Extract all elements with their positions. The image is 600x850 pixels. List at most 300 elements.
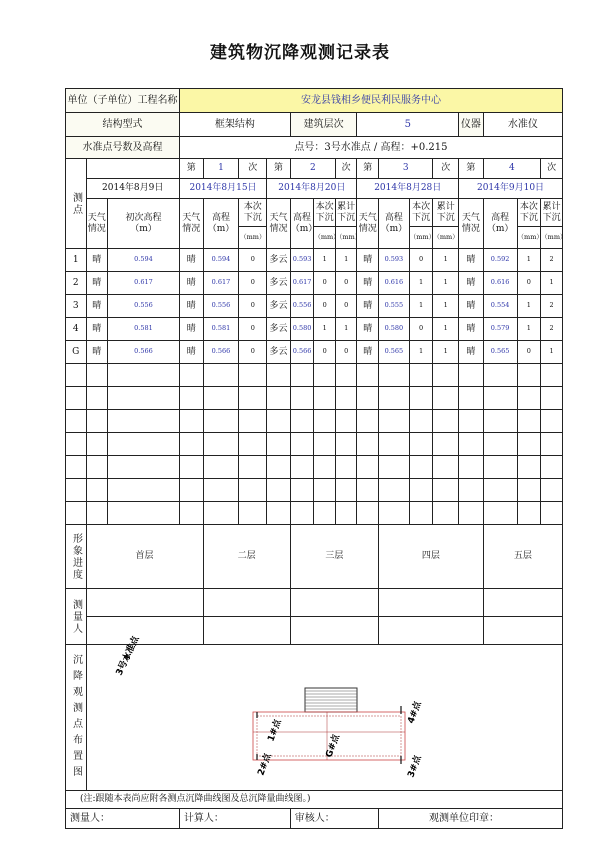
empty-cell: [409, 364, 433, 387]
empty-cell: [357, 502, 379, 525]
empty-cell: [541, 433, 563, 456]
note-row: [66, 791, 563, 809]
weather-cell: 晴: [179, 249, 203, 272]
cumulative-settle-cell: 0: [335, 295, 357, 318]
page-title: 建筑物沉降观测记录表: [210, 43, 390, 63]
table-row: [66, 295, 563, 318]
point-id-cell: 3: [66, 295, 87, 318]
unit-mm: （mm）: [433, 227, 459, 249]
empty-cell: [108, 433, 180, 456]
empty-cell: [290, 387, 314, 410]
progress-row: [66, 525, 563, 589]
initial-elev-cell: 0.581: [108, 318, 180, 341]
current-settle-cell: 0: [517, 341, 541, 364]
weather-header: 天气情况: [459, 199, 484, 249]
empty-cell: [459, 387, 484, 410]
point-4-label: 4#点: [405, 699, 424, 725]
table-row: [66, 318, 563, 341]
benchmark-label-text: 3号水准点: [114, 634, 142, 677]
empty-cell: [86, 364, 108, 387]
elev-cell: 0.579: [483, 318, 517, 341]
progress-header: [66, 525, 87, 589]
empty-cell: [335, 479, 357, 502]
cumulative-settle-cell: 1: [335, 249, 357, 272]
empty-cell: [267, 364, 291, 387]
empty-cell: [239, 364, 267, 387]
cumulative-settle-cell: 1: [335, 318, 357, 341]
unit-mm: （mm）: [541, 227, 563, 249]
current-settle-cell: 0: [314, 341, 336, 364]
table-row: [66, 364, 563, 387]
elev-cell: 0.556: [203, 295, 239, 318]
current-header: 本次下沉: [409, 199, 433, 227]
elev-header: [290, 199, 318, 249]
surveyor-cell: [483, 589, 562, 617]
empty-cell: [179, 433, 203, 456]
round-number-row: [66, 159, 563, 179]
point-g-marker: [322, 731, 342, 759]
empty-cell: [239, 410, 267, 433]
empty-cell: [179, 456, 203, 479]
elev-cell: 0.616: [379, 272, 410, 295]
elev-cell: 0.617: [290, 272, 314, 295]
weather-cell: 晴: [179, 272, 203, 295]
unit-mm: （mm）: [239, 227, 267, 249]
elev-header: [483, 199, 517, 249]
initial-elev-cell: 0.617: [108, 272, 180, 295]
point-id-cell: 4: [66, 318, 87, 341]
empty-cell: [239, 433, 267, 456]
empty-cell: [86, 479, 108, 502]
weather-cell: 晴: [459, 249, 484, 272]
weather-cell: 多云: [267, 341, 291, 364]
empty-cell: [86, 502, 108, 525]
cumulative-settle-cell: 0: [335, 341, 357, 364]
weather-cell: 晴: [459, 272, 484, 295]
empty-cell: [66, 410, 87, 433]
weather-cell: 晴: [357, 341, 379, 364]
empty-cell: [267, 433, 291, 456]
empty-cell: [379, 456, 410, 479]
empty-cell: [483, 456, 517, 479]
unit-mm: （mm）: [409, 227, 433, 249]
initial-elev-cell: 0.556: [108, 295, 180, 318]
structure-label: 结构型式: [66, 113, 180, 137]
empty-cell: [108, 479, 180, 502]
points-label: 测点: [70, 191, 82, 216]
empty-cell: [379, 387, 410, 410]
floors-label: 建筑层次: [290, 113, 357, 137]
round-1-num: 1: [203, 159, 239, 179]
round-3-date: 2014年8月28日: [357, 179, 459, 199]
weather-cell: 晴: [357, 295, 379, 318]
empty-cell: [357, 410, 379, 433]
round-1-pre: 第: [179, 159, 203, 179]
empty-cell: [179, 502, 203, 525]
round-4-pre: 第: [459, 159, 484, 179]
current-settle-cell: 1: [517, 249, 541, 272]
empty-cell: [66, 364, 87, 387]
empty-cell: [335, 456, 357, 479]
weather-cell: 晴: [459, 318, 484, 341]
empty-cell: [239, 479, 267, 502]
empty-cell: [409, 433, 433, 456]
elev-unit: （m）: [486, 223, 514, 234]
weather-header: 天气情况: [86, 199, 108, 249]
empty-cell: [290, 502, 314, 525]
elev-label: 高程: [293, 213, 312, 224]
round-4-num: 4: [483, 159, 540, 179]
elev-cell: 0.566: [290, 341, 314, 364]
weather-cell: 晴: [459, 295, 484, 318]
empty-cell: [433, 479, 459, 502]
empty-cell: [239, 387, 267, 410]
empty-cell: [314, 364, 336, 387]
unit-mm: （mm）: [314, 227, 336, 249]
round-2-pre: 第: [267, 159, 291, 179]
current-header: 本次下沉: [517, 199, 541, 227]
surveyor-cell: [203, 589, 290, 617]
empty-cell: [459, 433, 484, 456]
elev-cell: 0.593: [379, 249, 410, 272]
weather-header: 天气情况: [357, 199, 379, 249]
empty-cell: [290, 456, 314, 479]
cumulative-header: 累计下沉: [541, 199, 563, 227]
empty-cell: [379, 364, 410, 387]
cumulative-settle-cell: 2: [541, 318, 563, 341]
empty-cell: [179, 410, 203, 433]
weather-cell: 晴: [179, 295, 203, 318]
table-row: [66, 249, 563, 272]
point-g-label: G#点: [323, 732, 342, 759]
current-settle-cell: 1: [409, 295, 433, 318]
empty-cell: [66, 387, 87, 410]
elev-cell: 0.580: [290, 318, 314, 341]
cumulative-settle-cell: 1: [433, 272, 459, 295]
initial-date: 2014年8月9日: [86, 179, 179, 199]
current-settle-cell: 1: [517, 318, 541, 341]
weather-cell: 晴: [357, 249, 379, 272]
empty-cell: [483, 410, 517, 433]
weather-cell: 多云: [267, 318, 291, 341]
empty-cell: [409, 456, 433, 479]
empty-cell: [335, 364, 357, 387]
weather-cell: 晴: [86, 295, 108, 318]
surveyor-cell: [203, 617, 290, 645]
round-1-date: 2014年8月15日: [179, 179, 266, 199]
empty-cell: [66, 502, 87, 525]
empty-cell: [239, 502, 267, 525]
footer-surveyor-label: 测量人：: [66, 809, 180, 829]
round-2-num: 2: [290, 159, 335, 179]
empty-cell: [483, 433, 517, 456]
empty-cell: [335, 502, 357, 525]
empty-cell: [357, 456, 379, 479]
empty-cell: [433, 387, 459, 410]
elev-cell: 0.593: [290, 249, 314, 272]
empty-cell: [459, 410, 484, 433]
current-settle-cell: 1: [517, 295, 541, 318]
elev-cell: 0.566: [203, 341, 239, 364]
elev-cell: 0.565: [483, 341, 517, 364]
unit-mm: （mm）: [335, 227, 357, 249]
empty-cell: [314, 433, 336, 456]
progress-floor-4: 四层: [379, 525, 484, 589]
point-2-marker: [254, 750, 273, 776]
round-3-pre: 第: [357, 159, 379, 179]
empty-cell: [357, 364, 379, 387]
elev-cell: 0.617: [203, 272, 239, 295]
elev-unit: （m）: [207, 223, 235, 234]
weather-cell: 多云: [267, 295, 291, 318]
cumulative-settle-cell: 1: [433, 249, 459, 272]
point-id-cell: 1: [66, 249, 87, 272]
current-settle-cell: 0: [409, 249, 433, 272]
weather-cell: 晴: [86, 318, 108, 341]
unit-mm: （mm）: [517, 227, 541, 249]
elev-cell: 0.594: [203, 249, 239, 272]
benchmark-label: 水准点号数及高程: [66, 137, 180, 159]
current-settle-cell: 0: [314, 272, 336, 295]
instrument-value: 水准仪: [483, 113, 562, 137]
empty-cell: [203, 387, 239, 410]
elev-label: 高程: [211, 213, 230, 224]
current-settle-cell: 1: [314, 318, 336, 341]
point-1-marker: [257, 712, 284, 743]
layout-plan-cell: [86, 634, 562, 791]
initial-elev-unit: （m）: [130, 223, 157, 234]
weather-cell: 晴: [179, 318, 203, 341]
table-row: [66, 410, 563, 433]
empty-cell: [66, 479, 87, 502]
empty-cell: [290, 410, 314, 433]
layout-header: [66, 645, 87, 791]
empty-cell: [290, 364, 314, 387]
empty-cell: [357, 433, 379, 456]
initial-elev-label: 初次高程: [125, 213, 162, 224]
round-4-post: 次: [541, 159, 563, 179]
weather-cell: 晴: [86, 341, 108, 364]
empty-cell: [483, 502, 517, 525]
current-settle-cell: 0: [409, 318, 433, 341]
empty-cell: [541, 456, 563, 479]
empty-cell: [433, 456, 459, 479]
cumulative-header: 累计下沉: [433, 199, 459, 227]
empty-cell: [379, 433, 410, 456]
empty-cell: [314, 456, 336, 479]
empty-cell: [267, 502, 291, 525]
point-1-label: 1#点: [265, 717, 284, 743]
empty-cell: [203, 502, 239, 525]
point-2-label: 2#点: [255, 751, 274, 777]
empty-cell: [335, 433, 357, 456]
empty-cell: [357, 387, 379, 410]
current-settle-cell: 0: [239, 341, 267, 364]
empty-cell: [290, 433, 314, 456]
current-settle-cell: 0: [239, 272, 267, 295]
empty-cell: [267, 479, 291, 502]
project-row: [66, 89, 563, 113]
empty-cell: [203, 479, 239, 502]
empty-cell: [517, 456, 541, 479]
current-settle-cell: 0: [239, 295, 267, 318]
empty-cell: [541, 364, 563, 387]
cumulative-header: 累计下沉: [335, 199, 357, 227]
empty-cell: [409, 479, 433, 502]
benchmark-value: 点号：3号水准点 / 高程：+0.215: [179, 137, 562, 159]
settlement-table: [65, 88, 567, 829]
progress-label: 形象进度: [70, 532, 82, 581]
cumulative-settle-cell: 1: [433, 295, 459, 318]
elev-cell: 0.565: [379, 341, 410, 364]
empty-cell: [433, 502, 459, 525]
elev-header: [203, 199, 239, 249]
empty-cell: [357, 479, 379, 502]
current-settle-cell: 1: [314, 249, 336, 272]
point-3-label: 3#点: [405, 753, 424, 779]
empty-cell: [459, 364, 484, 387]
empty-cell: [267, 456, 291, 479]
weather-cell: 晴: [86, 249, 108, 272]
empty-cell: [108, 387, 180, 410]
empty-cell: [409, 410, 433, 433]
weather-cell: 多云: [267, 249, 291, 272]
round-2-date: 2014年8月20日: [267, 179, 357, 199]
weather-cell: 晴: [357, 272, 379, 295]
elev-unit: （m）: [290, 223, 318, 234]
benchmark-row: [66, 137, 563, 159]
table-row: [66, 272, 563, 295]
empty-cell: [541, 479, 563, 502]
empty-cell: [335, 387, 357, 410]
weather-header: 天气情况: [179, 199, 203, 249]
surveyor-cell: [379, 617, 484, 645]
empty-cell: [86, 456, 108, 479]
empty-cell: [66, 433, 87, 456]
surveyor-cell: [290, 589, 378, 617]
signature-row: [66, 809, 563, 829]
surveyor-cell: [483, 617, 562, 645]
empty-cell: [239, 456, 267, 479]
cumulative-settle-cell: 2: [541, 295, 563, 318]
round-3-num: 3: [379, 159, 433, 179]
header-row-top: [66, 199, 563, 227]
surveyor-cell: [379, 589, 484, 617]
empty-cell: [267, 387, 291, 410]
empty-cell: [314, 387, 336, 410]
empty-cell: [433, 410, 459, 433]
empty-cell: [314, 502, 336, 525]
empty-cell: [517, 479, 541, 502]
progress-floor-3: 三层: [290, 525, 378, 589]
cumulative-settle-cell: 1: [541, 341, 563, 364]
elev-label: 高程: [384, 213, 403, 224]
round-2-post: 次: [335, 159, 357, 179]
empty-cell: [267, 410, 291, 433]
empty-cell: [459, 479, 484, 502]
round-4-date: 2014年9月10日: [459, 179, 563, 199]
empty-cell: [517, 433, 541, 456]
current-settle-cell: 0: [314, 295, 336, 318]
empty-cell: [86, 410, 108, 433]
empty-cell: [433, 433, 459, 456]
empty-cell: [541, 410, 563, 433]
weather-cell: 晴: [459, 341, 484, 364]
cumulative-settle-cell: 1: [541, 272, 563, 295]
weather-cell: 晴: [179, 341, 203, 364]
empty-cell: [459, 502, 484, 525]
empty-cell: [179, 364, 203, 387]
elev-cell: 0.555: [379, 295, 410, 318]
project-label: 单位（子单位）工程名称: [66, 89, 180, 113]
empty-cell: [314, 410, 336, 433]
current-settle-cell: 1: [409, 341, 433, 364]
date-row: [66, 179, 563, 199]
empty-cell: [379, 502, 410, 525]
current-header: 本次下沉: [239, 199, 267, 227]
elev-label: 高程: [491, 213, 510, 224]
point-id-cell: 2: [66, 272, 87, 295]
empty-cell: [335, 410, 357, 433]
point-3-marker: [401, 752, 424, 778]
table-row: [66, 479, 563, 502]
surveyor-row-1: [66, 589, 563, 617]
round-3-post: 次: [433, 159, 459, 179]
empty-cell: [541, 502, 563, 525]
structure-value: 框架结构: [179, 113, 290, 137]
cumulative-settle-cell: 1: [433, 318, 459, 341]
cumulative-settle-cell: 1: [433, 341, 459, 364]
empty-cell: [108, 502, 180, 525]
elev-cell: 0.616: [483, 272, 517, 295]
empty-cell: [179, 387, 203, 410]
surveyor-cell: [86, 589, 203, 617]
table-row: [66, 502, 563, 525]
empty-cell: [108, 410, 180, 433]
surveyor-label: 测量人: [70, 598, 82, 635]
current-settle-cell: 0: [239, 318, 267, 341]
weather-cell: 晴: [357, 318, 379, 341]
footer-reviewer-label: 审核人：: [290, 809, 378, 829]
elev-cell: 0.556: [290, 295, 314, 318]
empty-cell: [290, 479, 314, 502]
empty-cell: [517, 387, 541, 410]
layout-plan: [87, 634, 563, 790]
empty-cell: [314, 479, 336, 502]
blank-cell: [86, 159, 179, 179]
progress-floor-2: 二层: [203, 525, 290, 589]
elev-cell: 0.580: [379, 318, 410, 341]
empty-cell: [517, 364, 541, 387]
surveyor-cell: [86, 617, 203, 645]
empty-cell: [203, 433, 239, 456]
empty-cell: [66, 456, 87, 479]
elev-header: [379, 199, 410, 249]
layout-label: 沉降观测点布置图: [70, 653, 82, 782]
empty-cell: [86, 387, 108, 410]
current-settle-cell: 1: [409, 272, 433, 295]
progress-floor-1: 首层: [86, 525, 203, 589]
surveyor-cell: [290, 617, 378, 645]
empty-cell: [203, 456, 239, 479]
initial-elev-cell: 0.566: [108, 341, 180, 364]
initial-elev-cell: 0.594: [108, 249, 180, 272]
empty-cell: [379, 479, 410, 502]
empty-cell: [108, 456, 180, 479]
current-header: 本次下沉: [314, 199, 336, 227]
empty-cell: [433, 364, 459, 387]
point-id-cell: G: [66, 341, 87, 364]
